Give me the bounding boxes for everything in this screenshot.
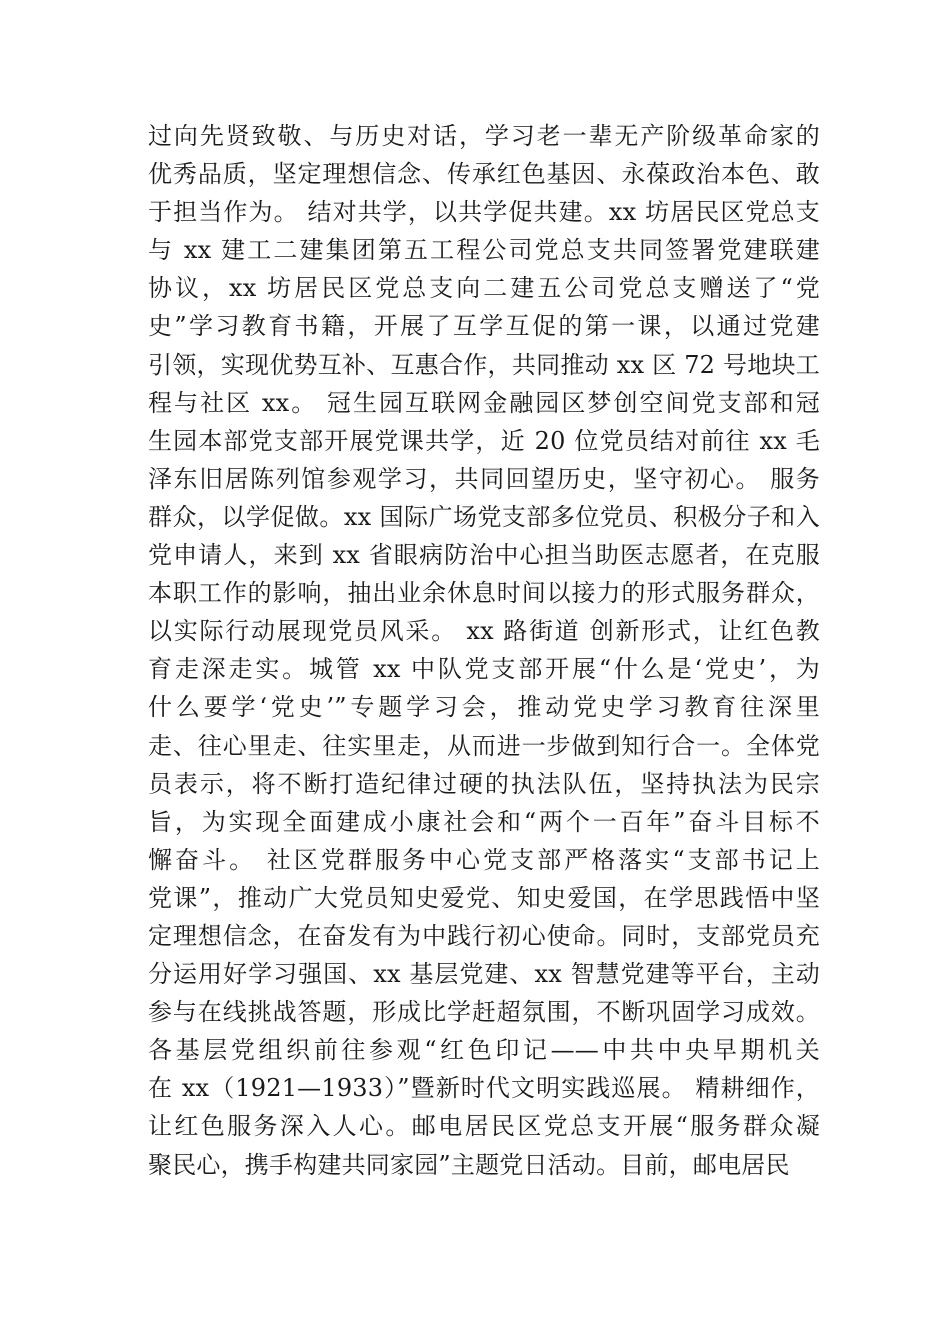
text-line: 什么要学‘党史’”专题学习会，推动党史学习教育往深里 bbox=[148, 693, 820, 722]
text-line: 与 xx 建工二建集团第五工程公司党总支共同签署党建联建 bbox=[148, 236, 820, 265]
text-line: 走、往心里走、往实里走，从而进一步做到知行合一。全体党 bbox=[148, 731, 820, 760]
text-line: 分运用好学习强国、xx 基层党建、xx 智慧党建等平台，主动 bbox=[148, 960, 820, 989]
text-line: 聚民心，携手构建共同家园”主题党日活动。目前，邮电居民 bbox=[148, 1150, 790, 1179]
text-line: 于担当作为。 结对共学，以共学促共建。xx 坊居民区党总支 bbox=[148, 198, 820, 227]
text-line: 参与在线挑战答题，形成比学赶超氛围，不断巩固学习成效。 bbox=[148, 998, 820, 1027]
text-line: 让红色服务深入人心。邮电居民区党总支开展“服务群众凝 bbox=[148, 1112, 820, 1141]
text-line: 史”学习教育书籍，开展了互学互促的第一课，以通过党建 bbox=[148, 312, 820, 341]
text-line: 各基层党组织前往参观“红色印记——中共中央早期机关 bbox=[148, 1036, 820, 1065]
text-line: 引领，实现优势互补、互惠合作，共同推动 xx 区 72 号地块工 bbox=[148, 350, 820, 379]
text-line: 党课”，推动广大党员知史爱党、知史爱国，在学思践悟中坚 bbox=[148, 883, 820, 912]
text-line: 生园本部党支部开展党课共学，近 20 位党员结对前往 xx 毛 bbox=[148, 426, 820, 455]
text-line: 程与社区 xx。 冠生园互联网金融园区梦创空间党支部和冠 bbox=[148, 388, 820, 417]
text-line: 协议，xx 坊居民区党总支向二建五公司党总支赠送了“党 bbox=[148, 274, 820, 303]
text-line: 过向先贤致敬、与历史对话，学习老一辈无产阶级革命家的 bbox=[148, 122, 820, 150]
text-line: 定理想信念，在奋发有为中践行初心使命。同时，支部党员充 bbox=[148, 921, 820, 950]
body-text bbox=[148, 117, 820, 1184]
text-line: 旨，为实现全面建成小康社会和“两个一百年”奋斗目标不 bbox=[148, 807, 820, 836]
text-line: 泽东旧居陈列馆参观学习，共同回望历史，坚守初心。 服务 bbox=[148, 464, 820, 493]
text-line: 优秀品质，坚定理想信念、传承红色基因、永葆政治本色、敢 bbox=[148, 160, 820, 189]
text-line: 懈奋斗。 社区党群服务中心党支部严格落实“支部书记上 bbox=[148, 845, 820, 874]
text-line: 群众，以学促做。xx 国际广场党支部多位党员、积极分子和入 bbox=[148, 502, 820, 531]
text-line: 育走深走实。城管 xx 中队党支部开展“什么是‘党史’，为 bbox=[148, 655, 820, 684]
text-line: 本职工作的影响，抽出业余休息时间以接力的形式服务群众， bbox=[148, 579, 820, 608]
text-line: 在 xx（1921—1933）”暨新时代文明实践巡展。 精耕细作， bbox=[148, 1074, 820, 1103]
text-line: 以实际行动展现党员风采。 xx 路街道 创新形式，让红色教 bbox=[148, 617, 820, 646]
text-line: 党申请人，来到 xx 省眼病防治中心担当助医志愿者，在克服 bbox=[148, 541, 820, 570]
text-line: 员表示，将不断打造纪律过硬的执法队伍，坚持执法为民宗 bbox=[148, 769, 820, 798]
